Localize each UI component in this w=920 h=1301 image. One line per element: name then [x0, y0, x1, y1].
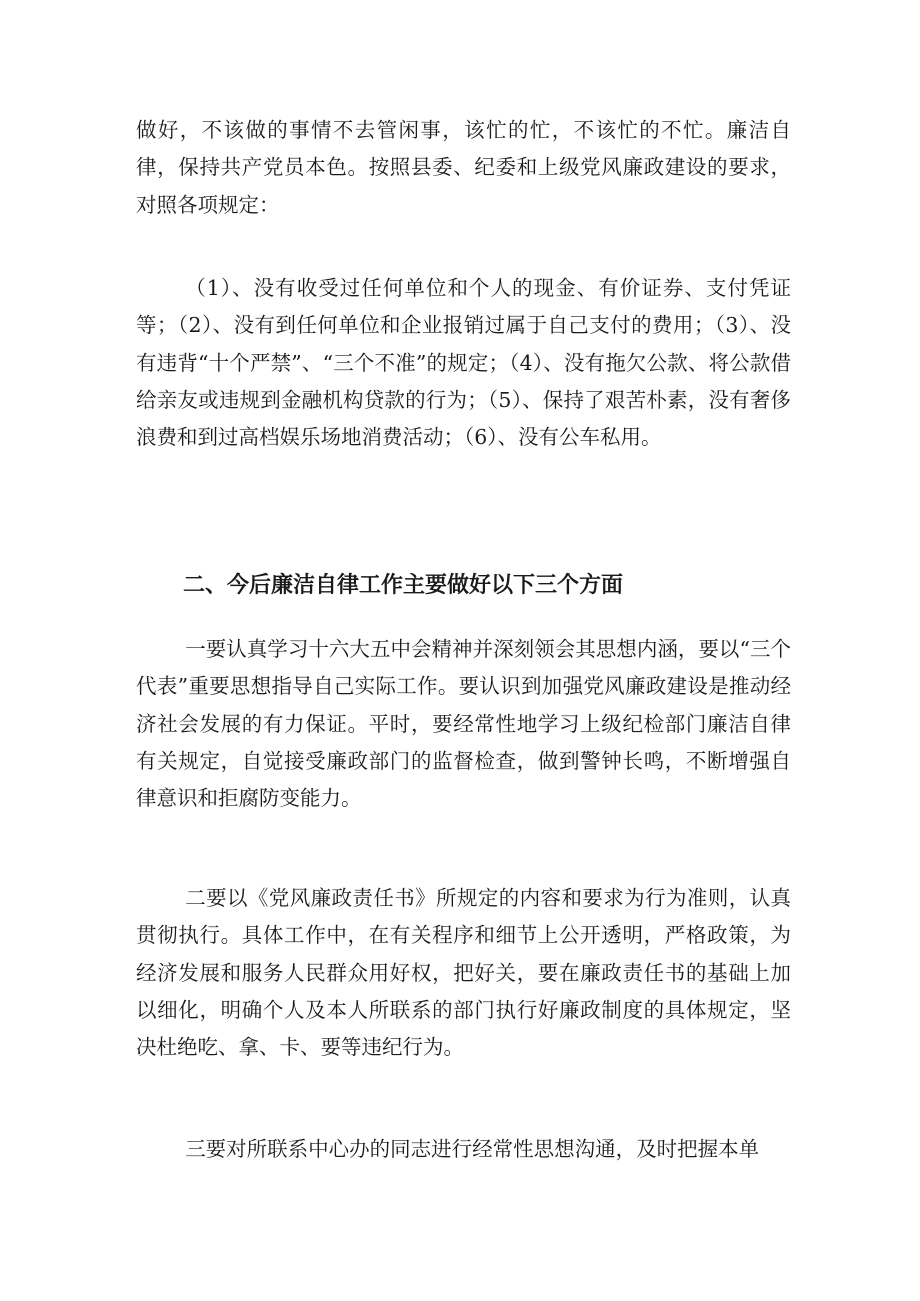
paragraph-compliance-list: （1）、没有收受过任何单位和个人的现金、有价证券、支付凭证等；（2）、没有到任何单位和企业报销过属于自己支付的费用；（3）、没有违背“十个严禁”、“三个不准”的规定；（4）、没有拖欠公款、将公款借给亲友或违规到金融机构贷款的行为；（5）、保持了艰苦朴素，没有奢侈浪费和到过高档娱乐场地消费活动；（6）、没有公车私用。	[136, 276, 791, 450]
section-heading: 二、今后廉洁自律工作主要做好以下三个方面	[183, 573, 624, 598]
paragraph-point-one: 一要认真学习十六大五中会精神并深刻领会其思想内涵，要以“三个代表”重要思想指导自己实际工作。要认识到加强党风廉政建设是推动经济社会发展的有力保证。平时，要经常性地学习上级纪检部门廉洁自律有关规定，自觉接受廉政部门的监督检查，做到警钟长鸣，不断增强自律意识和拒腐防变能力。	[136, 637, 791, 811]
paragraph-integrity-intro: 做好，不该做的事情不去管闲事，该忙的忙，不该忙的不忙。廉洁自律，保持共产党员本色。按照县委、纪委和上级党风廉政建设的要求，对照各项规定：	[136, 118, 791, 217]
paragraph-point-three: 三要对所联系中心办的同志进行经常性思想沟通，及时把握本单	[185, 1137, 760, 1161]
paragraph-point-two: 二要以《党风廉政责任书》所规定的内容和要求为行为准则，认真贯彻执行。具体工作中，在有关程序和细节上公开透明，严格政策，为经济发展和服务人民群众用好权，把好关，要在廉政责任书的基础上加以细化，明确个人及本人所联系的部门执行好廉政制度的具体规定，坚决杜绝吃、拿、卡、要等违纪行为。	[136, 886, 791, 1060]
